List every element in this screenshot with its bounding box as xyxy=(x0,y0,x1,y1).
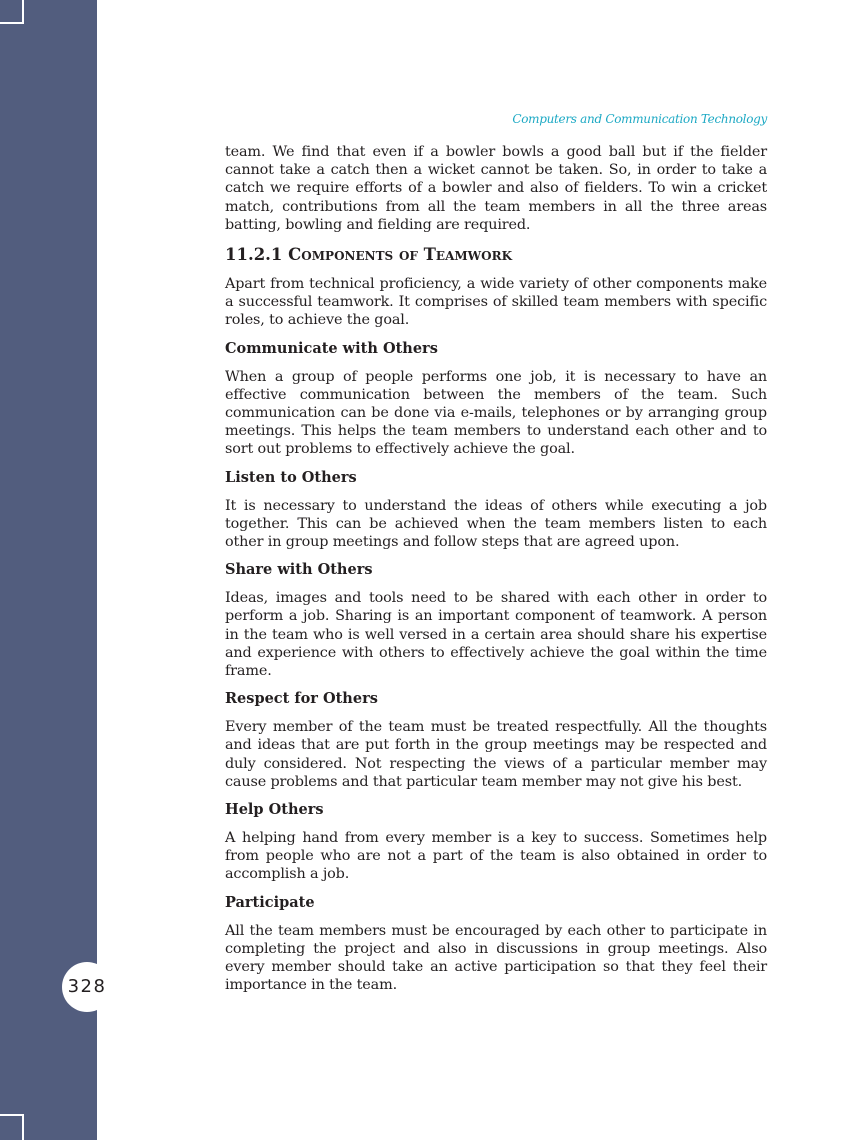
section-number: 11.2.1 xyxy=(225,245,283,265)
page-content xyxy=(225,143,767,1005)
subheading-share: Share with Others xyxy=(225,561,373,579)
subheading-participate: Participate xyxy=(225,893,315,911)
paragraph-help: A helping hand from every member is a key to success. Sometimes help from people who are not a part of the team is also obtained in order to accomplish a job. xyxy=(225,830,767,883)
section-paragraph: Apart from technical proficiency, a wide variety of other components make a successful teamwork. It comprises of skilled team members with specific roles, to achieve the goal. xyxy=(225,276,767,329)
intro-paragraph: team. We find that even if a bowler bowls a good ball but if the fielder cannot take a catch then a wicket cannot be taken. So, in order to take a catch we require efforts of a bowler and also of fielders. To win a cricket match, contributions from all the team members in all the three areas batting, bowling and fielding are required. xyxy=(225,144,767,233)
paragraph-respect: Every member of the team must be treated respectfully. All the thoughts and ideas that are put forth in the group meetings may be respected and duly considered. Not respecting the views of a particular member may cause problems and that particular team member may not give his best. xyxy=(225,719,767,790)
subheading-listen: Listen to Others xyxy=(225,468,357,486)
crop-mark-top xyxy=(0,0,24,24)
crop-mark-bottom xyxy=(0,1114,24,1142)
subheading-respect: Respect for Others xyxy=(225,690,378,708)
running-head: Computers and Communication Technology xyxy=(512,112,767,126)
section-title: Components of Teamwork xyxy=(288,245,513,265)
paragraph-participate: All the team members must be encouraged by each other to participate in completing the project and also in discussions in group meetings. Also every member should take an active participation so that they feel their importance in the team. xyxy=(225,922,767,994)
section-heading xyxy=(225,244,767,266)
page-number: 328 xyxy=(67,976,107,997)
paragraph-share: Ideas, images and tools need to be shared with each other in order to perform a job. Sharing is an important component of teamwork. A person in the team who is well versed in a certain area should share his expertise and experience with others to effectively achieve the goal within the time frame. xyxy=(225,590,767,680)
subheading-communicate: Communicate with Others xyxy=(225,339,438,357)
subheading-help: Help Others xyxy=(225,801,324,819)
paragraph-listen: It is necessary to understand the ideas of others while executing a job together. This can be achieved when the team members listen to each other in group meetings and follow steps that are agreed upon. xyxy=(225,497,767,551)
paragraph-communicate: When a group of people performs one job, it is necessary to have an effective communication between the members of the team. Such communication can be done via e-mails, telephones or by arranging group meetings. This helps the team members to understand each other and to sort out problems to effectively achieve the goal. xyxy=(225,368,767,458)
